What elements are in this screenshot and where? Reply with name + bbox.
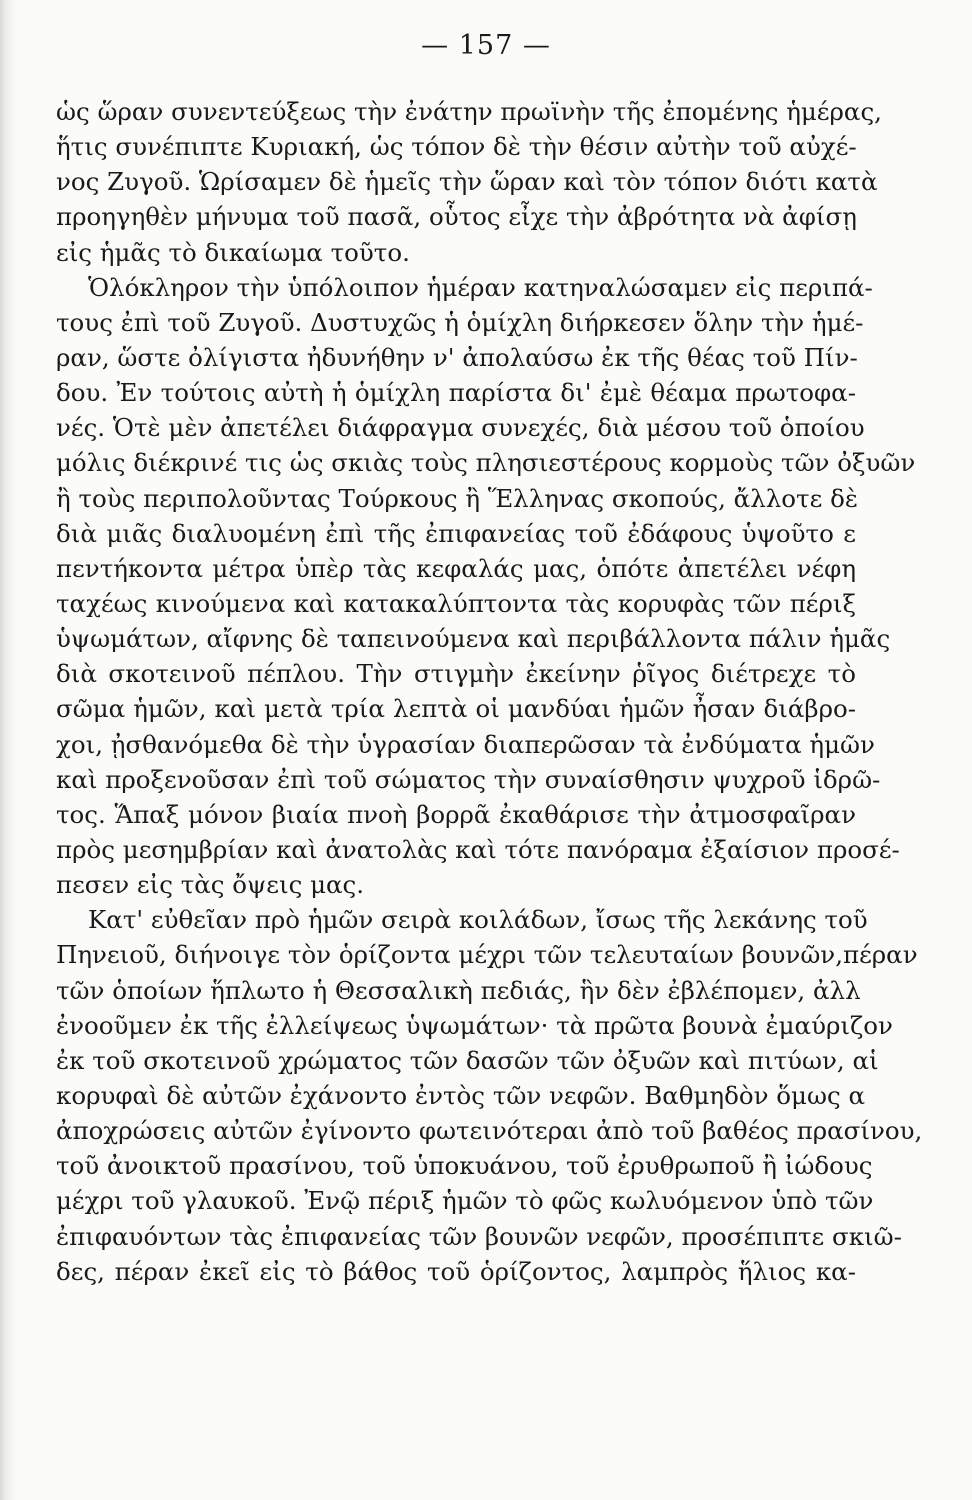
- text-line: ὑψωμάτων, αἴφνης δὲ ταπεινούμενα καὶ περιβάλλοντα πάλιν ἡμᾶς: [56, 624, 891, 654]
- text-line: ταχέως κινούμενα καὶ κατακαλύπτοντα τὰς κορυφὰς τῶν πέριξ: [56, 588, 856, 618]
- text-line: καὶ προξενοῦσαν ἐπὶ τοῦ σώματος τὴν συναίσθησιν ψυχροῦ ἱδρῶ-: [56, 764, 881, 794]
- text-line: τῶν ὁποίων ἥπλωτο ἡ Θεσσαλικὴ πεδιάς, ἣν δὲν ἐβλέπομεν, ἀλλ: [56, 975, 861, 1005]
- text-line: δες, πέραν ἐκεῖ εἰς τὸ βάθος τοῦ ὁρίζοντος, λαμπρὸς ἥλιος κα-: [56, 1256, 856, 1286]
- text-line: Κατ' εὐθεῖαν πρὸ ἡμῶν σειρὰ κοιλάδων, ἴσως τῆς λεκάνης τοῦ: [88, 905, 868, 935]
- text-line: ἥτις συνέπιπτε Κυριακή, ὡς τόπον δὲ τὴν θέσιν αὐτὴν τοῦ αὐχέ-: [56, 132, 857, 162]
- text-line: ἢ τοὺς περιπολοῦντας Τούρκους ἢ Ἕλληνας σκοπούς, ἄλλοτε δὲ: [56, 483, 858, 513]
- text-line: πεντήκοντα μέτρα ὑπὲρ τὰς κεφαλάς μας, ὁπότε ἀπετέλει νέφη: [56, 553, 856, 583]
- text-line: δου. Ἐν τούτοις αὐτὴ ἡ ὁμίχλη παρίστα δι' ἐμὲ θέαμα πρωτοφα-: [56, 378, 856, 408]
- text-line: ραν, ὥστε ὀλίγιστα ἠδυνήθην ν' ἀπολαύσω ἐκ τῆς θέας τοῦ Πίν-: [56, 342, 858, 372]
- text-line: ἐνοοῦμεν ἐκ τῆς ἐλλείψεως ὑψωμάτων· τὰ πρῶτα βουνὰ ἐμαύριζον: [56, 1010, 893, 1040]
- text-line: σῶμα ἡμῶν, καὶ μετὰ τρία λεπτὰ οἱ μανδύαι ἡμῶν ἦσαν διάβρο-: [56, 694, 856, 724]
- text-line: νές. Ὁτὲ μὲν ἀπετέλει διάφραγμα συνεχές, διὰ μέσου τοῦ ὁποίου: [56, 413, 865, 443]
- text-line: τος. Ἅπαξ μόνον βιαία πνοὴ βορρᾶ ἐκαθάρισε τὴν ἀτμοσφαῖραν: [56, 799, 856, 829]
- text-line: τοῦ ἀνοικτοῦ πρασίνου, τοῦ ὑποκυάνου, τοῦ ἐρυθρωποῦ ἢ ἰώδους: [56, 1151, 873, 1181]
- text-line: χοι, ᾐσθανόμεθα δὲ τὴν ὑγρασίαν διαπερῶσαν τὰ ἐνδύματα ἡμῶν: [56, 729, 875, 759]
- text-line: πρὸς μεσημβρίαν καὶ ἀνατολὰς καὶ τότε πανόραμα ἐξαίσιον προσέ-: [56, 834, 900, 864]
- text-line: ἀποχρώσεις αὐτῶν ἐγίνοντο φωτεινότεραι ἀπὸ τοῦ βαθέος πρασίνου,: [56, 1116, 923, 1146]
- text-line: διὰ σκοτεινοῦ πέπλου. Τὴν στιγμὴν ἐκείνην ῥῖγος διέτρεχε τὸ: [56, 659, 856, 689]
- text-line: μέχρι τοῦ γλαυκοῦ. Ἐνῷ πέριξ ἡμῶν τὸ φῶς κωλυόμενον ὑπὸ τῶν: [56, 1186, 874, 1216]
- text-line: ὡς ὥραν συνεντεύξεως τὴν ἐνάτην πρωϊνὴν τῆς ἐπομένης ἡμέρας,: [56, 97, 882, 126]
- text-line: Πηνειοῦ, διήνοιγε τὸν ὁρίζοντα μέχρι τῶν τελευταίων βουνῶν,πέραν: [56, 940, 918, 970]
- text-line: ἐπιφαυόντων τὰς ἐπιφανείας τῶν βουνῶν νεφῶν, προσέπιπτε σκιῶ-: [56, 1221, 902, 1251]
- text-line: κορυφαὶ δὲ αὐτῶν ἐχάνοντο ἐντὸς τῶν νεφῶν. Βαθμηδὸν ὅμως α: [56, 1080, 866, 1110]
- text-line: μόλις διέκρινέ τις ὡς σκιὰς τοὺς πλησιεστέρους κορμοὺς τῶν ὀξυῶν: [56, 448, 916, 478]
- text-line: πεσεν εἰς τὰς ὄψεις μας.: [56, 870, 365, 900]
- text-line: εἰς ἡμᾶς τὸ δικαίωμα τοῦτο.: [56, 237, 410, 267]
- page-body: [56, 94, 923, 1289]
- text-line: προηγηθὲν μήνυμα τοῦ πασᾶ, οὗτος εἶχε τὴν ἀβρότητα νὰ ἀφίσῃ: [56, 202, 857, 232]
- text-line: τους ἐπὶ τοῦ Ζυγοῦ. Δυστυχῶς ἡ ὁμίχλη διήρκεσεν ὅλην τὴν ἡμέ-: [56, 307, 864, 337]
- text-line: διὰ μιᾶς διαλυομένη ἐπὶ τῆς ἐπιφανείας τοῦ ἐδάφους ὑψοῦτο ε: [56, 518, 856, 548]
- page-number: — 157 —: [421, 30, 551, 61]
- text-line: νος Ζυγοῦ. Ὡρίσαμεν δὲ ἡμεῖς τὴν ὥραν καὶ τὸν τόπον διότι κατὰ: [56, 167, 878, 197]
- text-line: ἐκ τοῦ σκοτεινοῦ χρώματος τῶν δασῶν τῶν ὀξυῶν καὶ πιτύων, αἱ: [56, 1045, 879, 1075]
- text-line: Ὁλόκληρον τὴν ὑπόλοιπον ἡμέραν κατηναλώσαμεν εἰς περιπά-: [88, 272, 873, 302]
